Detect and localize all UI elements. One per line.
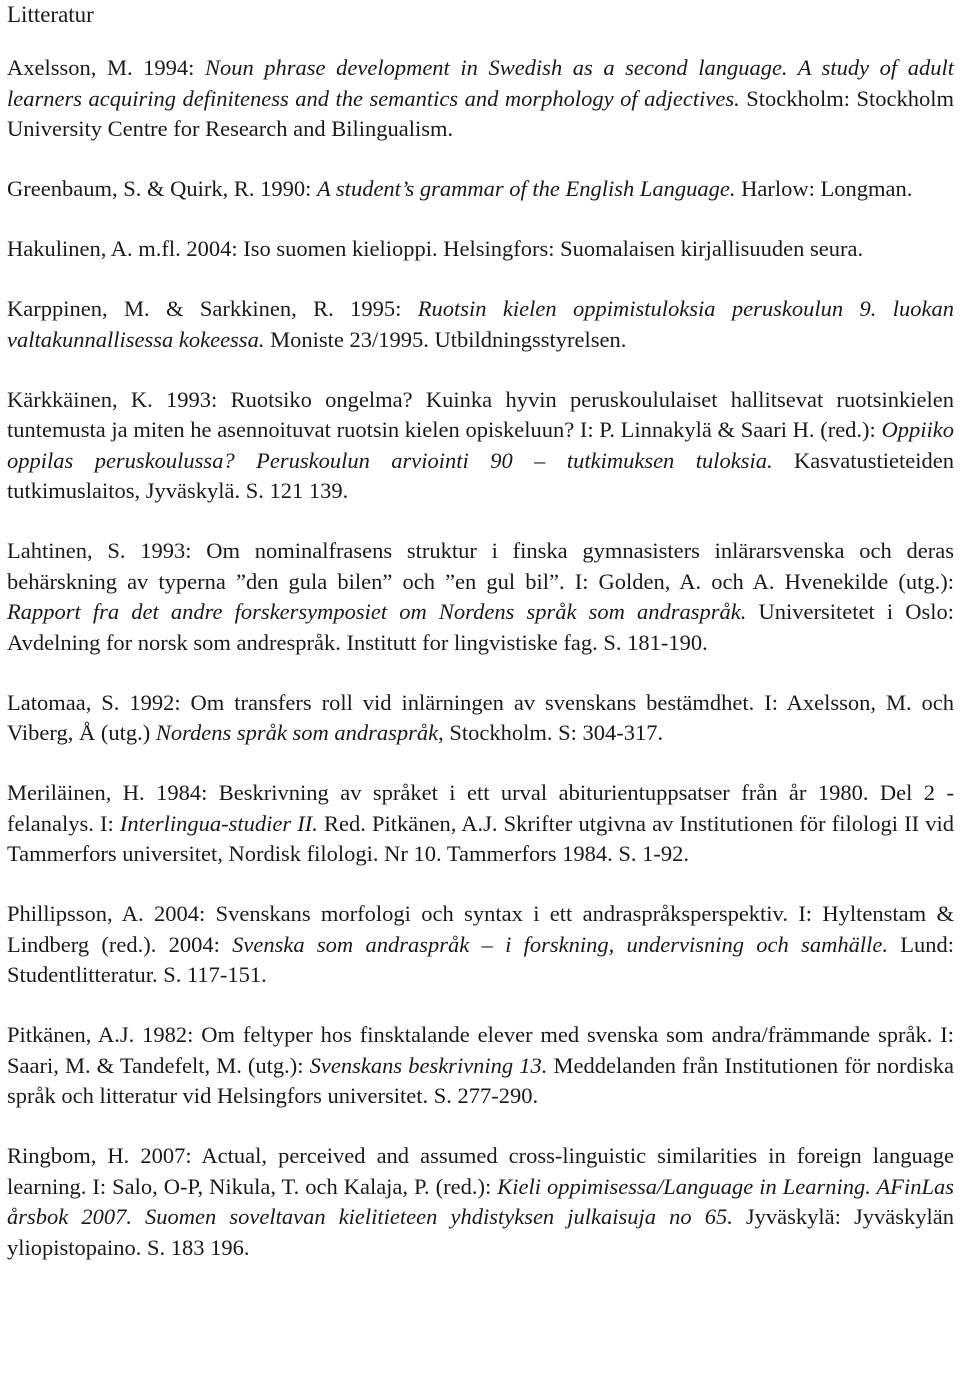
reference-text: Karppinen, M. & Sarkkinen, R. 1995: <box>7 296 418 321</box>
reference-entry <box>7 53 954 145</box>
reference-text: Lund: Studentlitteratur. S. 117-151. <box>7 931 954 987</box>
reference-title-text: Oppiiko oppilas peruskoulussa? Peruskoulun arviointi 90 – tutkimuksen tuloksia. <box>7 417 954 473</box>
reference-text: Hakulinen, A. m.fl. 2004: Iso suomen kielioppi. Helsingfors: Suomalaisen kirjallisuuden seura. <box>7 236 864 261</box>
reference-title-text: A student’s grammar of the English Language. <box>316 176 736 201</box>
reference-entry <box>7 778 954 870</box>
reference-title-text: Ruotsin kielen oppimistuloksia peruskoulun 9. luokan valtakunnallisessa kokeessa. <box>7 296 954 352</box>
reference-title-text: Interlingua-studier II. <box>119 810 318 836</box>
reference-text: Jyväskylä: Jyväskylän yliopistopaino. S. 183 196. <box>7 1204 954 1260</box>
reference-title-text: Rapport fra det andre forskersymposiet om Nordens språk som andraspråk. <box>7 599 747 624</box>
reference-text: Lahtinen, S. 1993: Om nominalfrasens struktur i finska gymnasisters inlärarsvenska och deras behärskning av typerna ”den gula bilen” och ”en gul bil”. I: Golden, A. och A. Hvenekilde (utg.): <box>7 538 954 594</box>
reference-text: , Stockholm. S: 304-317. <box>438 720 664 745</box>
reference-text: Universitetet i Oslo: Avdelning for norsk som andrespråk. Institutt for lingvistiske fag. S. 181-190. <box>7 599 954 655</box>
reference-list <box>7 53 954 1263</box>
reference-text: Axelsson, M. 1994: <box>7 55 205 80</box>
reference-text: Kärkkäinen, K. 1993: Ruotsiko ongelma? Kuinka hyvin peruskoululaiset hallitsevat ruotsinkielen tuntemusta ja miten he asennoituvat ruotsin kielen opiskeluun? I: P. Linnakylä & Saari H. (red.): <box>7 386 954 442</box>
reference-text: Red. Pitkänen, A.J. Skrifter utgivna av Institutionen för filologi II vid Tammerfors universitet, Nordisk filologi. Nr 10. Tammerfors 1984. S. 1-92. <box>7 810 954 866</box>
reference-entry <box>7 174 954 205</box>
reference-text: Pitkänen, A.J. 1982: Om feltyper hos finsktalande elever med svenska som andra/främmande språk. I: Saari, M. & Tandefelt, M. (utg.): <box>7 1022 954 1078</box>
page-heading: Litteratur <box>7 2 94 27</box>
reference-entry <box>7 536 954 658</box>
reference-text: Ringbom, H. 2007: Actual, perceived and assumed cross-linguistic similarities in foreign language learning. I: Salo, O-P, Nikula, T. och Kalaja, P. (red.): <box>7 1143 954 1199</box>
reference-entry <box>7 385 954 507</box>
reference-entry <box>7 294 954 355</box>
reference-text: Stockholm: Stockholm University Centre for Research and Bilingualism. <box>7 85 955 141</box>
reference-entry <box>7 1141 954 1263</box>
reference-title-text: Nordens språk som andraspråk <box>155 720 439 745</box>
reference-title-text: Kieli oppimisessa/Language in Learning. AFinLas årsbok 2007. Suomen soveltavan kielitieteen yhdistyksen julkaisuja no 65. <box>7 1173 955 1229</box>
reference-entry <box>7 688 954 749</box>
reference-text: Greenbaum, S. & Quirk, R. 1990: <box>7 176 317 201</box>
reference-entry <box>7 234 954 265</box>
reference-text: Meriläinen, H. 1984: Beskrivning av språket i ett urval abiturientuppsatser från år 1980. Del 2 - felanalys. I: <box>7 780 954 836</box>
reference-entry <box>7 1020 954 1112</box>
reference-title-text: Svenskans beskrivning 13. <box>309 1052 548 1078</box>
reference-text: Meddelanden från Institutionen för nordiska språk och litteratur vid Helsingfors universitet. S. 277-290. <box>7 1052 955 1108</box>
reference-title-text: Svenska som andraspråk – i forskning, undervisning och samhälle. <box>232 931 888 957</box>
reference-text: Moniste 23/1995. Utbildningsstyrelsen. <box>264 326 627 352</box>
reference-text: Latomaa, S. 1992: Om transfers roll vid inlärningen av svenskans bestämdhet. I: Axelsson, M. och Viberg, Å (utg.) <box>7 689 954 745</box>
reference-text: Harlow: Longman. <box>735 176 913 201</box>
reference-text: Phillipsson, A. 2004: Svenskans morfologi och syntax i ett andraspråksperspektiv. I: Hyltenstam & Lindberg (red.). 2004: <box>7 901 954 957</box>
reference-title-text: Noun phrase development in Swedish as a second language. A study of adult learners acquiring definiteness and the semantics and morphology of adjectives. <box>7 55 955 111</box>
reference-text: Kasvatustieteiden tutkimuslaitos, Jyväskylä. S. 121 139. <box>7 447 955 503</box>
reference-entry <box>7 899 954 991</box>
